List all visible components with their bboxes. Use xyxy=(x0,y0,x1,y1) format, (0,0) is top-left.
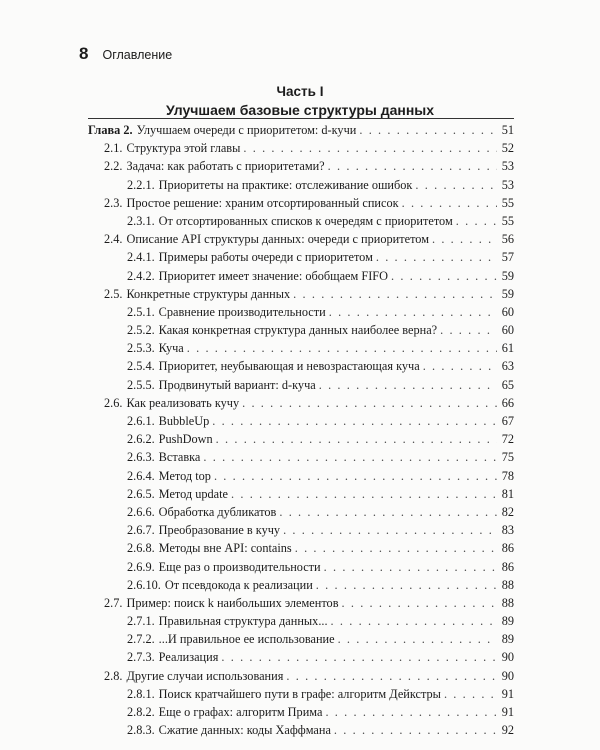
toc-entry-page: 51 xyxy=(501,123,514,137)
toc-entry-number: 2.2. xyxy=(104,159,123,174)
toc-entry-page: 65 xyxy=(501,377,514,392)
toc-entry-title: Метод top xyxy=(158,468,211,483)
toc-entry-page: 89 xyxy=(501,614,514,629)
dot-leader xyxy=(325,703,497,721)
toc-entry xyxy=(88,576,514,594)
toc-entry xyxy=(88,248,514,266)
toc-entry xyxy=(88,467,514,485)
toc-entry-number: 2.5.4. xyxy=(127,359,155,374)
dot-leader xyxy=(440,321,497,339)
toc-entry-page: 56 xyxy=(501,232,514,247)
toc-entry-number: 2.8. xyxy=(104,668,123,683)
dot-leader xyxy=(243,139,497,157)
toc-entry-number: 2.6.7. xyxy=(127,523,155,538)
toc-entry-title: Примеры работы очереди с приоритетом xyxy=(158,250,373,265)
dot-leader xyxy=(338,630,497,648)
toc-entry-title: Приоритеты на практике: отслеживание ошибок xyxy=(158,177,413,192)
toc-entry-title: Как реализовать кучу xyxy=(126,395,240,410)
toc-entry-title: От псевдокода к реализации xyxy=(164,577,313,592)
toc-entry-number: 2.4.1. xyxy=(127,250,155,265)
toc-entry xyxy=(88,394,514,412)
toc-entry-number: 2.3.1. xyxy=(127,213,155,228)
toc-entry xyxy=(88,558,514,576)
toc-entry-page: 60 xyxy=(501,323,514,338)
toc-entry xyxy=(88,194,514,212)
toc-entry xyxy=(88,630,514,648)
section-name: Оглавление xyxy=(102,48,173,62)
toc-entry xyxy=(88,485,514,503)
toc-entry-number: 2.6.1. xyxy=(127,414,155,428)
dot-leader xyxy=(216,430,497,448)
toc-entry-title: Описание API структуры данных: очереди с приоритетом xyxy=(126,232,429,247)
toc-entry-title: Улучшаем очереди с приоритетом: d-кучи xyxy=(136,123,357,137)
dot-leader xyxy=(212,412,497,430)
toc-entry-page: 53 xyxy=(501,159,514,174)
toc-entry-title: Задача: как работать с приоритетами? xyxy=(126,159,325,174)
toc-entry xyxy=(88,339,514,357)
toc-entry-title: Конкретные структуры данных xyxy=(126,286,291,301)
toc-entry-number: 2.8.1. xyxy=(127,686,155,701)
dot-leader xyxy=(293,285,497,303)
toc-entry xyxy=(88,412,514,430)
part-label: Часть I xyxy=(276,84,324,99)
table-of-contents xyxy=(88,118,514,739)
toc-entry-title: ...И правильное ее использование xyxy=(158,632,335,647)
toc-entry-number: 2.6.4. xyxy=(127,468,155,483)
toc-entry xyxy=(88,285,514,303)
toc-entry-number: 2.6.10. xyxy=(127,577,161,592)
dot-leader xyxy=(444,685,497,703)
toc-entry xyxy=(88,594,514,612)
toc-entry-number: 2.1. xyxy=(104,141,123,156)
toc-entry-number: 2.5.5. xyxy=(127,377,155,392)
toc-entry-page: 81 xyxy=(501,486,514,501)
toc-entry xyxy=(88,121,514,139)
dot-leader xyxy=(324,558,497,576)
running-head xyxy=(79,44,172,64)
toc-entry-number: 2.8.2. xyxy=(127,705,155,719)
toc-entry-page: 72 xyxy=(501,432,514,447)
toc-entry-page: 78 xyxy=(501,468,514,483)
toc-entry-page: 52 xyxy=(501,141,514,156)
toc-entry xyxy=(88,176,514,194)
dot-leader xyxy=(342,594,498,612)
dot-leader xyxy=(328,157,497,175)
toc-entry-page: 67 xyxy=(501,414,514,428)
dot-leader xyxy=(334,721,497,739)
toc-entry-page: 53 xyxy=(501,177,514,192)
dot-leader xyxy=(402,194,497,212)
toc-entry-title: Простое решение: храним отсортированный список xyxy=(126,195,399,210)
toc-entry xyxy=(88,612,514,630)
toc-entry xyxy=(88,521,514,539)
toc-entry-number: 2.6. xyxy=(104,395,123,410)
toc-entry xyxy=(88,721,514,739)
toc-entry-number: Глава 2. xyxy=(88,123,133,137)
toc-entry-title: Еще о графах: алгоритм Прима xyxy=(158,705,323,719)
toc-entry-title: Обработка дубликатов xyxy=(158,504,277,519)
toc-entry xyxy=(88,139,514,157)
dot-leader xyxy=(423,357,497,375)
toc-entry-title: Еще раз о производительности xyxy=(158,559,321,574)
toc-entry-page: 92 xyxy=(501,723,514,738)
toc-entry-page: 88 xyxy=(501,595,514,610)
toc-entry-title: BubbleUp xyxy=(158,414,210,428)
toc-entry xyxy=(88,267,514,285)
toc-entry-page: 90 xyxy=(501,650,514,665)
toc-entry-number: 2.5.2. xyxy=(127,323,155,338)
toc-entry-page: 59 xyxy=(501,286,514,301)
toc-entry-page: 90 xyxy=(501,668,514,683)
toc-entry xyxy=(88,321,514,339)
part-heading xyxy=(0,83,600,120)
dot-leader xyxy=(283,521,497,539)
toc-entry-page: 66 xyxy=(501,395,514,410)
toc-entry-number: 2.7. xyxy=(104,595,123,610)
toc-entry-page: 61 xyxy=(501,341,514,356)
toc-entry-number: 2.4. xyxy=(104,232,123,247)
toc-entry-title: Правильная структура данных... xyxy=(158,614,328,629)
toc-entry xyxy=(88,157,514,175)
toc-entry-number: 2.6.9. xyxy=(127,559,155,574)
toc-entry-title: Приоритет, неубывающая и невозрастающая куча xyxy=(158,359,420,374)
toc-entry xyxy=(88,448,514,466)
toc-entry xyxy=(88,212,514,230)
dot-leader xyxy=(329,303,497,321)
toc-entry-title: PushDown xyxy=(158,432,213,447)
toc-entry-number: 2.5.1. xyxy=(127,304,155,319)
dot-leader xyxy=(231,485,497,503)
dot-leader xyxy=(214,467,497,485)
toc-entry-page: 89 xyxy=(501,632,514,647)
dot-leader xyxy=(221,648,497,666)
toc-entry xyxy=(88,376,514,394)
toc-entry-page: 82 xyxy=(501,504,514,519)
toc-entry xyxy=(88,648,514,666)
toc-entry-page: 91 xyxy=(501,705,514,719)
toc-entry-title: Куча xyxy=(158,341,184,356)
toc-entry-title: Сжатие данных: коды Хаффмана xyxy=(158,723,331,738)
toc-entry-page: 83 xyxy=(501,523,514,538)
dot-leader xyxy=(242,394,497,412)
toc-entry-number: 2.3. xyxy=(104,195,123,210)
toc-entry-page: 88 xyxy=(501,577,514,592)
dot-leader xyxy=(456,212,497,230)
toc-entry-number: 2.6.8. xyxy=(127,541,155,556)
dot-leader xyxy=(359,121,497,139)
toc-entry-page: 86 xyxy=(501,541,514,556)
toc-entry-title: Метод update xyxy=(158,486,229,501)
toc-entry xyxy=(88,703,514,721)
dot-leader xyxy=(376,248,497,266)
dot-leader xyxy=(319,376,497,394)
toc-entry-title: Преобразование в кучу xyxy=(158,523,281,538)
page-number: 8 xyxy=(79,44,89,63)
toc-entry-page: 55 xyxy=(501,195,514,210)
toc-entry-page: 57 xyxy=(501,250,514,265)
toc-entry-page: 63 xyxy=(501,359,514,374)
toc-entry-number: 2.4.2. xyxy=(127,268,155,283)
toc-entry-number: 2.5. xyxy=(104,286,123,301)
dot-leader xyxy=(187,339,497,357)
dot-leader xyxy=(432,230,497,248)
dot-leader xyxy=(203,448,497,466)
toc-entry-number: 2.7.2. xyxy=(127,632,155,647)
toc-entry-title: Методы вне API: contains xyxy=(158,541,292,556)
toc-entry-number: 2.8.3. xyxy=(127,723,155,738)
part-title: Улучшаем базовые структуры данных xyxy=(165,102,435,118)
toc-entry-page: 86 xyxy=(501,559,514,574)
toc-entry-title: Приоритет имеет значение: обобщаем FIFO xyxy=(158,268,389,283)
dot-leader xyxy=(286,667,497,685)
toc-entry-number: 2.6.2. xyxy=(127,432,155,447)
toc-entry xyxy=(88,230,514,248)
toc-entry xyxy=(88,430,514,448)
toc-entry-number: 2.7.1. xyxy=(127,614,155,629)
toc-entry-title: Вставка xyxy=(158,450,201,465)
toc-entry-page: 59 xyxy=(501,268,514,283)
toc-entry-number: 2.6.6. xyxy=(127,504,155,519)
dot-leader xyxy=(415,176,497,194)
toc-entry-number: 2.2.1. xyxy=(127,177,155,192)
toc-entry-title: Реализация xyxy=(158,650,219,665)
toc-entry xyxy=(88,667,514,685)
toc-entry-number: 2.6.5. xyxy=(127,486,155,501)
toc-entry-page: 60 xyxy=(501,304,514,319)
dot-leader xyxy=(279,503,497,521)
toc-entry-title: Структура этой главы xyxy=(126,141,241,156)
toc-entry xyxy=(88,357,514,375)
toc-entry-title: Пример: поиск k наибольших элементов xyxy=(126,595,339,610)
toc-entry-title: Поиск кратчайшего пути в графе: алгоритм Дейкстры xyxy=(158,686,441,701)
toc-entry-title: Продвинутый вариант: d-куча xyxy=(158,377,316,392)
toc-entry-number: 2.7.3. xyxy=(127,650,155,665)
dot-leader xyxy=(331,612,497,630)
toc-entry-title: Какая конкретная структура данных наиболее верна? xyxy=(158,323,438,338)
toc-entry xyxy=(88,539,514,557)
toc-entry-title: Сравнение производительности xyxy=(158,304,326,319)
toc-entry xyxy=(88,303,514,321)
toc-entry-number: 2.6.3. xyxy=(127,450,155,465)
toc-entry-title: Другие случаи использования xyxy=(126,668,284,683)
toc-entry-title: От отсортированных списков к очередям с приоритетом xyxy=(158,213,453,228)
dot-leader xyxy=(295,539,497,557)
toc-entry-number: 2.5.3. xyxy=(127,341,155,356)
toc-entry-page: 75 xyxy=(501,450,514,465)
toc-entry-page: 91 xyxy=(501,686,514,701)
toc-entry xyxy=(88,685,514,703)
toc-entry xyxy=(88,503,514,521)
dot-leader xyxy=(316,576,497,594)
toc-entry-page: 55 xyxy=(501,213,514,228)
dot-leader xyxy=(391,267,497,285)
